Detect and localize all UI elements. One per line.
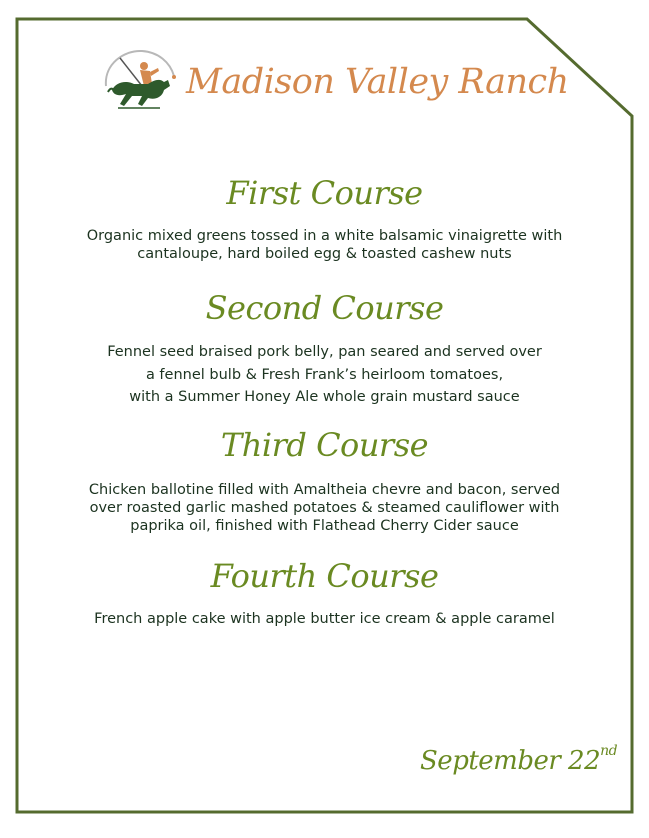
description-line: Organic mixed greens tossed in a white balsamic vinaigrette with xyxy=(86,228,563,244)
course-description-fourth xyxy=(60,610,589,628)
description-line: paprika oil, finished with Flathead Cherry Cider sauce xyxy=(130,518,519,534)
course-title-first: First Course xyxy=(226,174,423,212)
description-line: a fennel bulb & Fresh Frank’s heirloom tomatoes, xyxy=(145,366,504,383)
description-line: Chicken ballotine filled with Amaltheia chevre and bacon, served xyxy=(88,482,561,498)
event-date-text: September 22 xyxy=(420,746,601,776)
course-title-second: Second Course xyxy=(205,289,444,327)
brand-title: Madison Valley Ranch xyxy=(186,62,569,102)
course-title-third: Third Course xyxy=(220,426,429,464)
course-title-fourth: Fourth Course xyxy=(210,557,439,595)
event-date xyxy=(420,743,618,776)
course-description-third xyxy=(60,481,589,535)
description-line: with a Summer Honey Ale whole grain mustard sauce xyxy=(129,389,520,405)
course-description-first xyxy=(60,227,589,263)
description-line: French apple cake with apple butter ice cream & apple caramel xyxy=(94,611,555,627)
description-line: cantaloupe, hard boiled egg & toasted cashew nuts xyxy=(137,246,512,262)
polo-rider-logo-icon xyxy=(98,46,178,118)
description-line: over roasted garlic mashed potatoes & steamed cauliflower with xyxy=(89,500,560,516)
description-line: Fennel seed braised pork belly, pan seared and served over xyxy=(107,344,542,360)
event-date-suffix: nd xyxy=(600,743,618,760)
course-description-second xyxy=(60,341,589,409)
